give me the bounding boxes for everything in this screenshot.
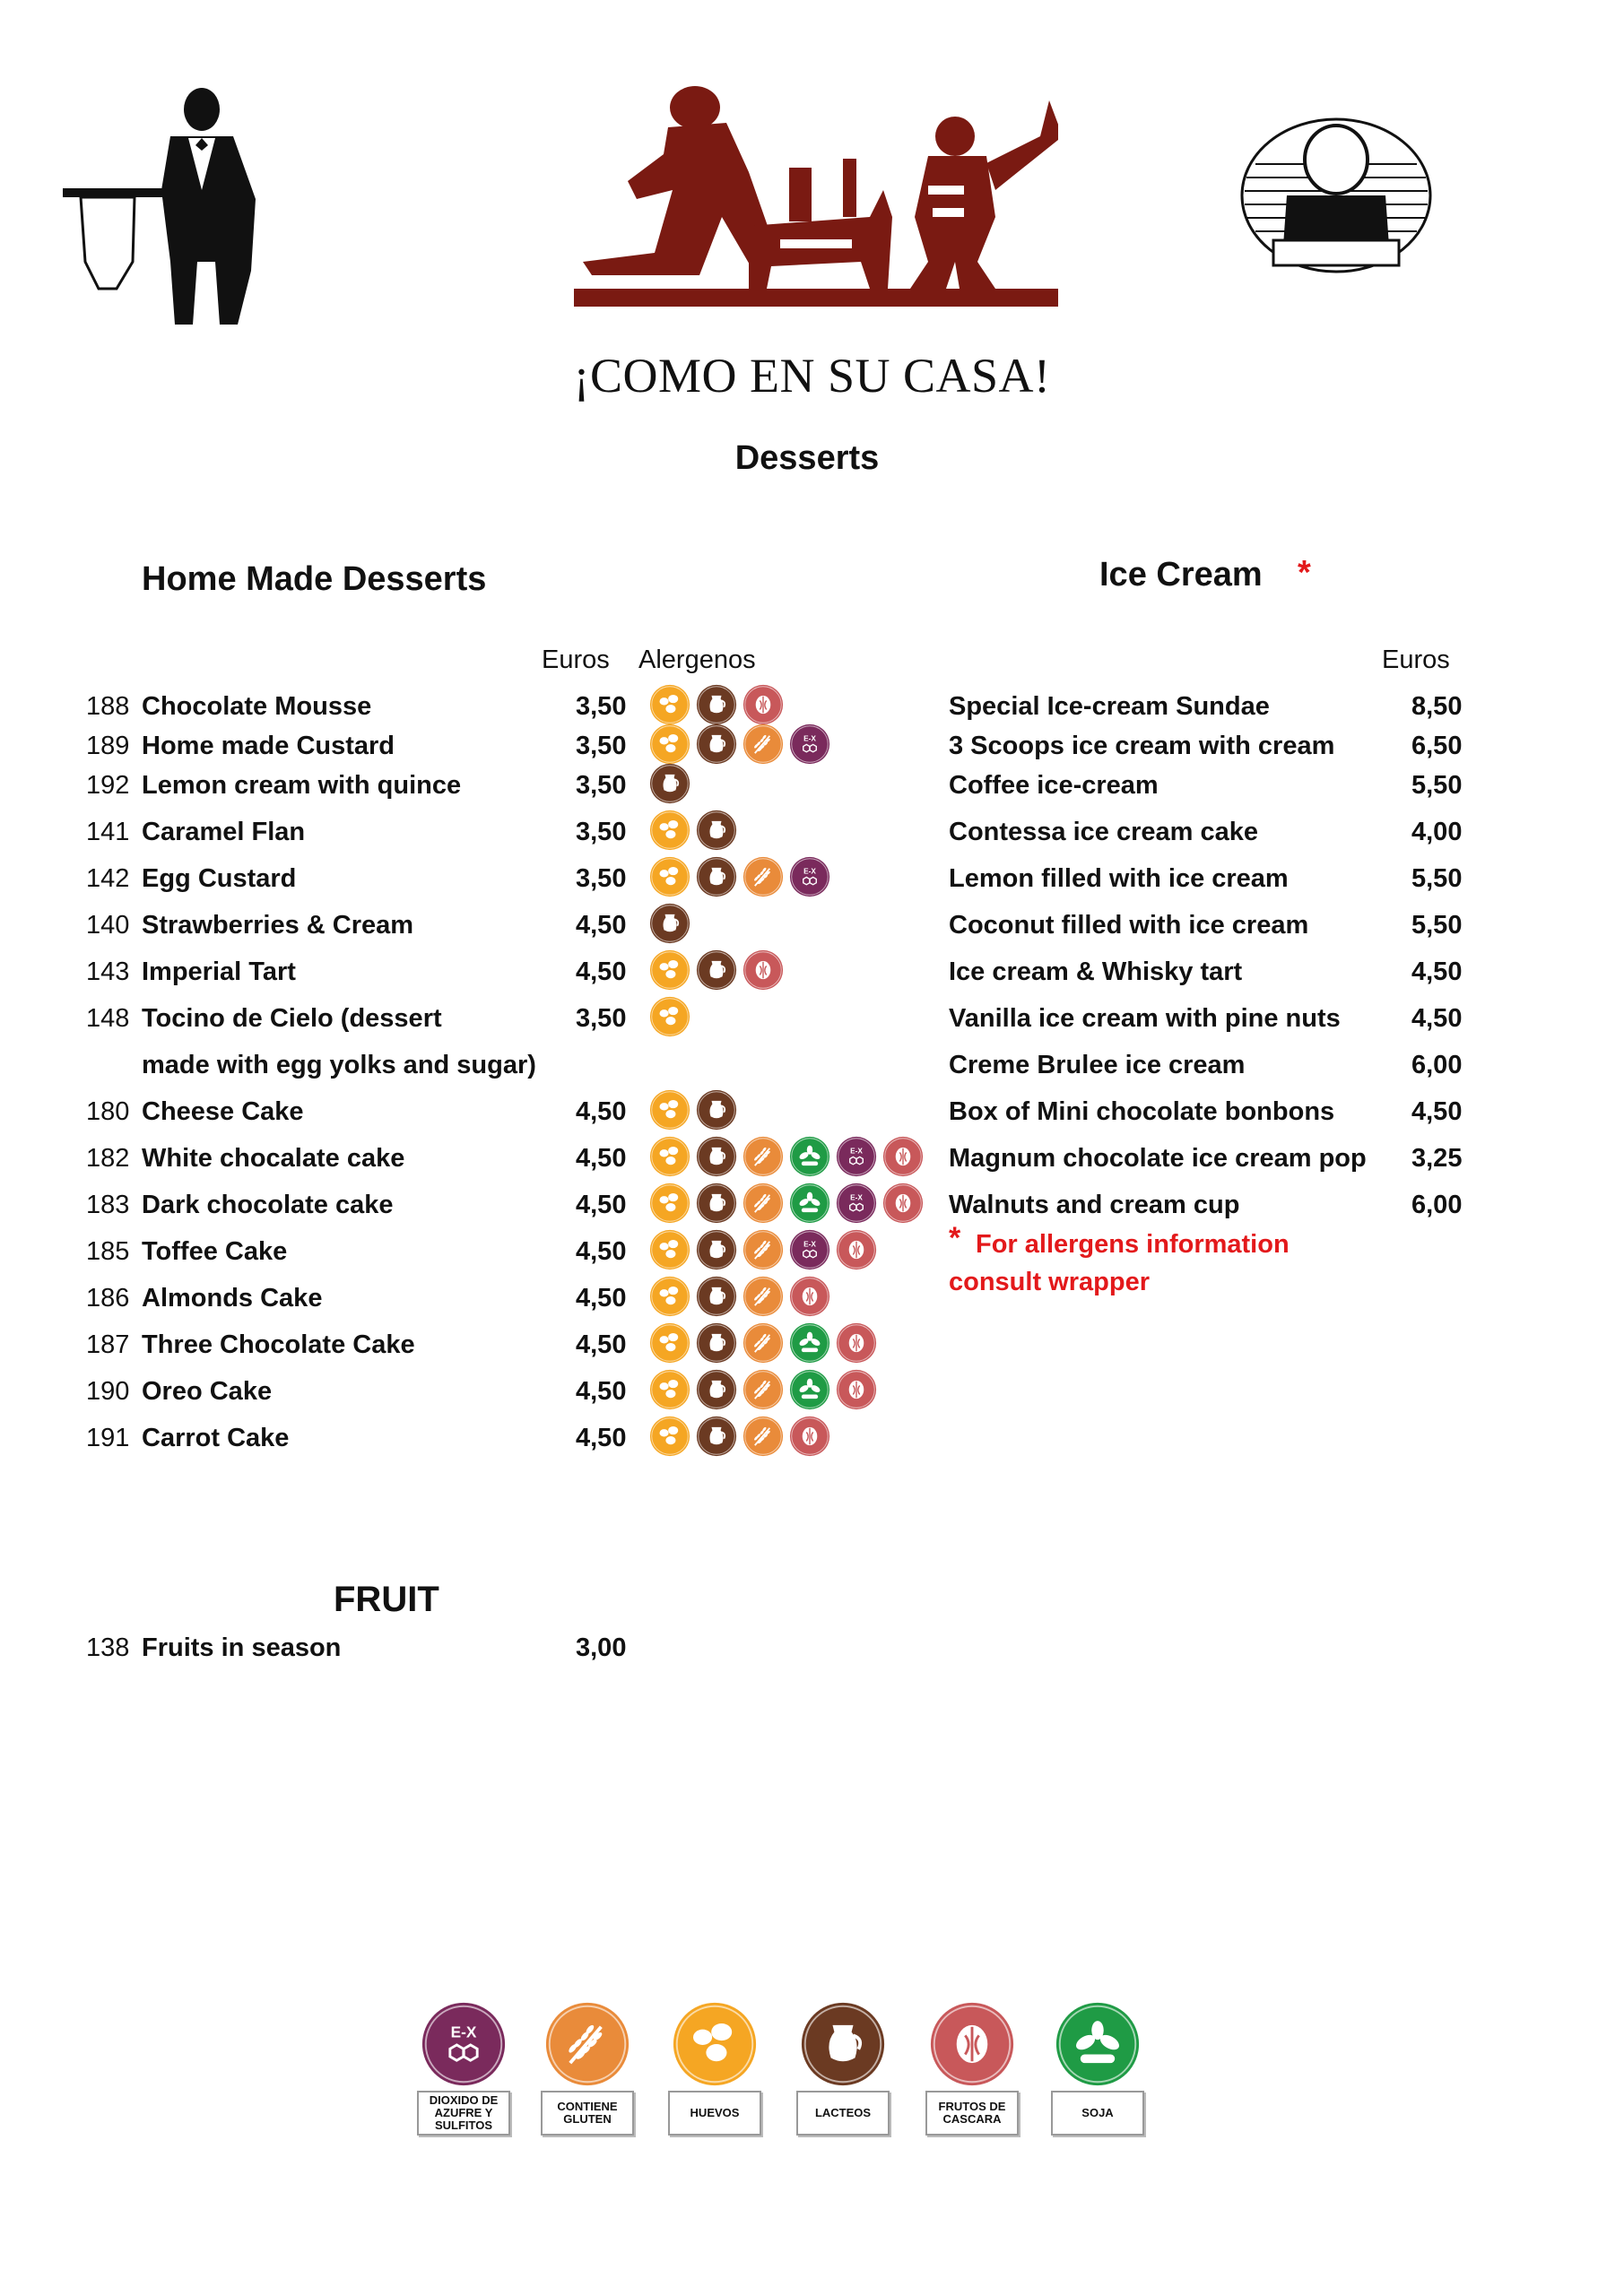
allergen-badge: [789, 1229, 832, 1270]
legend-label: CONTIENE GLUTEN: [541, 2091, 634, 2136]
item-name: Three Chocolate Cake: [142, 1330, 415, 1359]
item-price: 4,50: [576, 1377, 627, 1406]
legend-item: [668, 2001, 761, 2136]
item-name: Coconut filled with ice cream: [949, 911, 1309, 940]
item-number: 180: [86, 1097, 130, 1126]
item-allergens: [649, 1417, 832, 1456]
allergen-badge: [743, 1369, 786, 1410]
item-price: 3,50: [576, 1004, 627, 1033]
diner-illustration: [1238, 115, 1435, 276]
item-price: 6,00: [1411, 1191, 1463, 1219]
svg-text:E-X: E-X: [850, 1193, 863, 1202]
wheat-icon: [743, 1369, 784, 1410]
item-price: 3,00: [576, 1633, 627, 1662]
eggs-icon: [672, 2001, 758, 2087]
legend-item: [541, 2001, 634, 2136]
jug-icon: [696, 1416, 737, 1457]
legend-label: LACTEOS: [796, 2091, 890, 2136]
allergen-badge: [743, 1276, 786, 1317]
menu-item-row: [0, 1373, 897, 1409]
homemade-euros-header: Euros: [542, 645, 610, 674]
item-allergens: [649, 1277, 832, 1316]
icecream-asterisk: *: [1298, 554, 1311, 592]
item-name: Ice cream & Whisky tart: [949, 957, 1243, 986]
item-price: 4,50: [576, 1330, 627, 1359]
fruit-item-row: [0, 1630, 717, 1666]
fruit-section-title: FRUIT: [334, 1580, 439, 1619]
item-number: 189: [86, 732, 130, 760]
item-number: 182: [86, 1144, 130, 1173]
wheat-icon: [544, 2001, 630, 2087]
icecream-item-row: [0, 1140, 1524, 1176]
item-price: 4,50: [576, 1237, 627, 1266]
allergen-badge: [696, 1322, 739, 1364]
restaurant-logo: [574, 82, 1058, 325]
item-number: 138: [86, 1633, 130, 1662]
allergen-badge: [789, 1416, 832, 1457]
item-number: 183: [86, 1191, 130, 1219]
item-price: 4,50: [1411, 1004, 1463, 1033]
item-price: 5,50: [1411, 864, 1463, 893]
item-price: 3,50: [576, 864, 627, 893]
allergen-badge: [696, 1276, 739, 1317]
item-price: 4,50: [576, 1191, 627, 1219]
icecream-item-row: [0, 728, 1524, 764]
item-price: 4,50: [576, 1284, 627, 1313]
icecream-item-row: [0, 1094, 1524, 1130]
allergen-badge: [649, 1322, 692, 1364]
allergen-badge: [649, 1416, 692, 1457]
item-allergens: [649, 1370, 879, 1409]
menu-item-row: [0, 1280, 897, 1316]
homemade-allergens-header: Alergenos: [638, 645, 756, 674]
icecream-item-row: [0, 907, 1524, 943]
legend-label: SOJA: [1051, 2091, 1144, 2136]
legend-label: HUEVOS: [668, 2091, 761, 2136]
icecream-item-row: [0, 1047, 1524, 1083]
item-name: Strawberries & Cream: [142, 911, 414, 940]
item-price: 6,00: [1411, 1051, 1463, 1079]
legend-item: [925, 2001, 1019, 2136]
item-name: 3 Scoops ice cream with cream: [949, 732, 1335, 760]
item-name: Almonds Cake: [142, 1284, 323, 1313]
allergen-badge: [743, 1229, 786, 1270]
nut-icon: [789, 1416, 830, 1457]
allergen-badge: [649, 1369, 692, 1410]
allergen-note-line1: For allergens information: [976, 1230, 1290, 1259]
nut-icon: [789, 1276, 830, 1317]
legend-item: [1051, 2001, 1144, 2136]
item-name: Magnum chocolate ice cream pop: [949, 1144, 1367, 1173]
item-price: 4,50: [576, 1144, 627, 1173]
item-number: 185: [86, 1237, 130, 1266]
nut-icon: [836, 1322, 877, 1364]
item-price: 4,50: [1411, 1097, 1463, 1126]
item-name: Walnuts and cream cup: [949, 1191, 1240, 1219]
jug-icon: [800, 2001, 886, 2087]
item-price: 3,50: [576, 771, 627, 800]
jug-icon: [696, 1322, 737, 1364]
item-price: 4,50: [576, 1424, 627, 1452]
item-price: 5,50: [1411, 771, 1463, 800]
icecream-item-row: [0, 954, 1524, 990]
wheat-icon: [743, 1276, 784, 1317]
allergen-badge: [789, 1369, 832, 1410]
item-price: 4,50: [576, 957, 627, 986]
allergen-badge: [696, 1229, 739, 1270]
molecule-icon: [789, 1229, 830, 1270]
eggs-icon: [649, 1229, 690, 1270]
waiter-illustration: [63, 82, 282, 334]
legend-item: [417, 2001, 510, 2136]
item-name: Home made Custard: [142, 732, 395, 760]
item-name: Special Ice-cream Sundae: [949, 692, 1270, 721]
eggs-icon: [649, 1416, 690, 1457]
item-price: 6,50: [1411, 732, 1463, 760]
legend-item: [796, 2001, 890, 2136]
nut-icon: [929, 2001, 1015, 2087]
legend-label: FRUTOS DE CASCARA: [925, 2091, 1019, 2136]
item-allergens: [649, 1323, 879, 1363]
item-name: Box of Mini chocolate bonbons: [949, 1097, 1335, 1126]
icecream-item-row: [0, 1001, 1524, 1036]
item-price: 5,50: [1411, 911, 1463, 940]
item-name: Caramel Flan: [142, 818, 306, 846]
eggs-icon: [649, 1322, 690, 1364]
allergen-badge: [696, 1369, 739, 1410]
page-title: Desserts: [734, 439, 880, 477]
legend-label: DIOXIDO DE AZUFRE Y SULFITOS: [417, 2091, 510, 2136]
wheat-icon: [743, 1416, 784, 1457]
item-number: 148: [86, 1004, 130, 1033]
item-price: 4,50: [576, 1097, 627, 1126]
item-number: 190: [86, 1377, 130, 1406]
item-name: Tocino de Cielo (dessert: [142, 1004, 442, 1033]
item-price: 3,25: [1411, 1144, 1463, 1173]
item-number: 143: [86, 957, 130, 986]
eggs-icon: [649, 1276, 690, 1317]
item-name: Cheese Cake: [142, 1097, 304, 1126]
item-price: 4,00: [1411, 818, 1463, 846]
allergen-badge: [649, 1276, 692, 1317]
allergen-badge: [696, 1416, 739, 1457]
allergen-badge: [743, 1322, 786, 1364]
svg-text:E-X: E-X: [450, 2023, 477, 2041]
item-name: Coffee ice-cream: [949, 771, 1159, 800]
allergen-badge: [743, 1416, 786, 1457]
icecream-item-row: [0, 689, 1524, 724]
item-name: Toffee Cake: [142, 1237, 288, 1266]
item-name: Carrot Cake: [142, 1424, 290, 1452]
item-number: 140: [86, 911, 130, 940]
item-price: 3,50: [576, 818, 627, 846]
svg-text:E-X: E-X: [803, 1240, 816, 1249]
jug-icon: [696, 1276, 737, 1317]
item-name: Oreo Cake: [142, 1377, 273, 1406]
item-number: 191: [86, 1424, 130, 1452]
jug-icon: [696, 1369, 737, 1410]
nut-icon: [836, 1369, 877, 1410]
allergen-note-line2: consult wrapper: [949, 1268, 1150, 1296]
svg-text:E-X: E-X: [803, 734, 816, 743]
homemade-section-title: Home Made Desserts: [142, 560, 487, 598]
item-price: 3,50: [576, 732, 627, 760]
item-number: 187: [86, 1330, 130, 1359]
item-number: 192: [86, 771, 130, 800]
menu-item-row: [0, 1234, 897, 1269]
item-number: 188: [86, 692, 130, 721]
item-name: Vanilla ice cream with pine nuts: [949, 1004, 1341, 1033]
svg-text:E-X: E-X: [850, 1147, 863, 1156]
icecream-euros-header: Euros: [1382, 645, 1450, 674]
item-name: Contessa ice cream cake: [949, 818, 1258, 846]
icecream-section-title: Ice Cream: [1099, 556, 1263, 593]
item-name: Imperial Tart: [142, 957, 296, 986]
icecream-item-row: [0, 767, 1524, 803]
menu-item-row: [0, 1420, 897, 1456]
item-name-continued: made with egg yolks and sugar): [142, 1051, 536, 1079]
allergen-note-asterisk: *: [949, 1221, 961, 1255]
eggs-icon: [649, 1369, 690, 1410]
jug-icon: [696, 1229, 737, 1270]
item-allergens: [649, 1230, 879, 1269]
wheat-icon: [743, 1322, 784, 1364]
item-price: 3,50: [576, 692, 627, 721]
item-name: White chocalate cake: [142, 1144, 405, 1173]
item-number: 142: [86, 864, 130, 893]
item-price: 4,50: [576, 911, 627, 940]
item-price: 4,50: [1411, 957, 1463, 986]
wheat-icon: [743, 1229, 784, 1270]
allergen-badge: [789, 1322, 832, 1364]
item-name: Dark chocolate cake: [142, 1191, 394, 1219]
icecream-item-row: [0, 1187, 1524, 1223]
item-name: Creme Brulee ice cream: [949, 1051, 1246, 1079]
nut-icon: [836, 1229, 877, 1270]
icecream-item-row: [0, 814, 1524, 850]
allergen-badge: [836, 1322, 879, 1364]
item-name: Chocolate Mousse: [142, 692, 372, 721]
item-number: 186: [86, 1284, 130, 1313]
item-number: 141: [86, 818, 130, 846]
item-name: Egg Custard: [142, 864, 297, 893]
icecream-item-row: [0, 861, 1524, 897]
molecule-icon: [421, 2001, 507, 2087]
soy-icon: [1055, 2001, 1141, 2087]
allergen-badge: [649, 1229, 692, 1270]
item-name: Lemon cream with quince: [142, 771, 462, 800]
item-name: Fruits in season: [142, 1633, 342, 1662]
svg-text:E-X: E-X: [803, 867, 816, 876]
item-price: 8,50: [1411, 692, 1463, 721]
allergen-badge: [836, 1229, 879, 1270]
restaurant-slogan: ¡COMO EN SU CASA!: [573, 349, 1051, 403]
allergen-badge: [789, 1276, 832, 1317]
item-name: Lemon filled with ice cream: [949, 864, 1289, 893]
menu-item-row: [0, 1327, 897, 1363]
allergen-badge: [836, 1369, 879, 1410]
